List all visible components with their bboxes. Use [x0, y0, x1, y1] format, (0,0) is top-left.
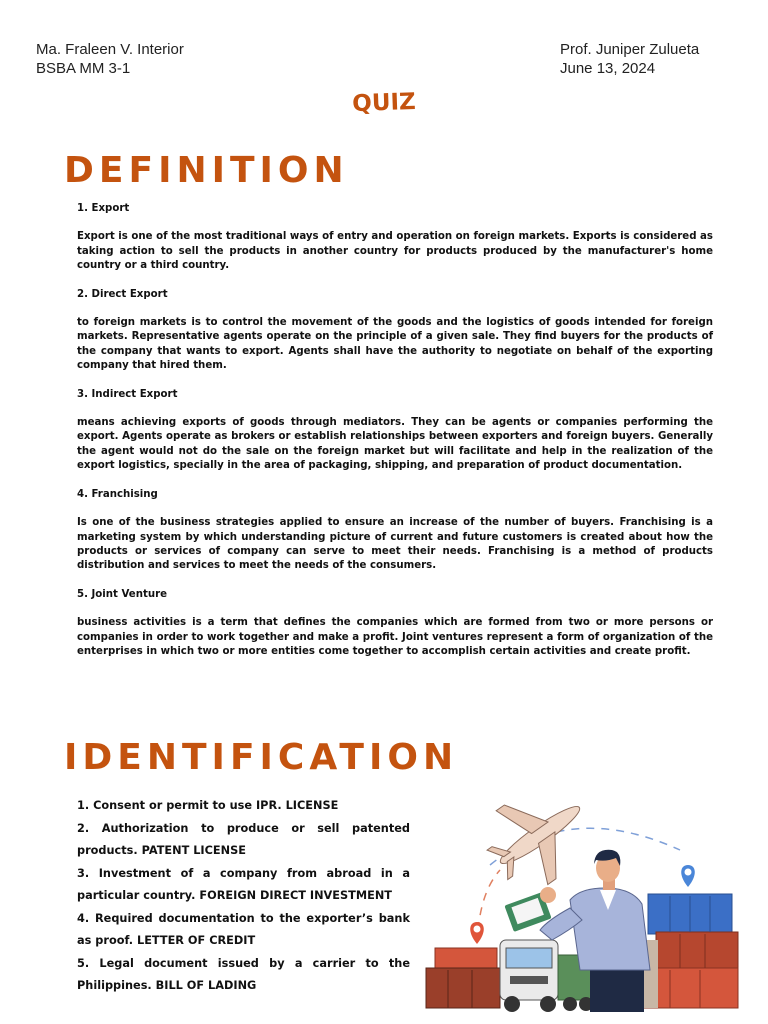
- definition-text: business activities is a term that defines the companies which are formed from two or more persons or companies in order to work together and make a profit. Joint ventures represent a form of organization of the enterprises in which two or more entities come together to accomplish certain activities and create profit.: [77, 617, 713, 657]
- quiz-date: June 13, 2024: [560, 60, 656, 77]
- identification-question: 1. Consent or permit to use IPR.: [77, 799, 282, 812]
- identification-heading: IDENTIFICATION: [64, 737, 459, 778]
- definition-item: [77, 588, 713, 660]
- student-section: BSBA MM 3-1: [36, 60, 131, 77]
- export-illustration: [420, 780, 750, 1015]
- student-info: [36, 40, 184, 78]
- definition-term: 5. Joint Venture: [77, 588, 168, 600]
- definition-term: 4. Franchising: [77, 488, 158, 500]
- definition-item: [77, 288, 713, 374]
- professor-info: [560, 40, 699, 78]
- definition-item: [77, 388, 713, 474]
- definition-text: Is one of the business strategies applied to ensure an increase of the number of buyers. Franchising is a marketing system by which understanding picture of current and future customers is created about how the products or services of company can serve to meet their needs. Franchising is a method of products distribution and services to meet the needs of the consumers.: [77, 517, 713, 572]
- definition-term: 1. Export: [77, 203, 130, 214]
- identification-item: [77, 795, 410, 818]
- identification-question: 3. Investment of a company from abroad in a particular country.: [77, 866, 410, 902]
- airplane-icon: [472, 780, 606, 902]
- identification-answer: LETTER OF CREDIT: [137, 934, 256, 947]
- definition-heading: DEFINITION: [64, 150, 349, 191]
- identification-item: [77, 953, 410, 998]
- definition-list: [77, 202, 713, 673]
- identification-item: [77, 908, 410, 953]
- definition-text: means achieving exports of goods through mediators. They can be agents or companies performing the export. Agents operate as brokers or establish relationships between exporters and foreign buyers. Generally the agent would not do the sale on the foreign market but will facilitate and help in the realization of the export logistics, specially in the area of packaging, shipping, and preparation of product documentation.: [77, 417, 713, 472]
- definition-term: 2. Direct Export: [77, 288, 168, 300]
- quiz-title: QUIZ: [351, 88, 417, 118]
- identification-answer: LICENSE: [285, 799, 339, 812]
- professor-name: Prof. Juniper Zulueta: [560, 41, 700, 58]
- identification-answer: BILL OF LADING: [155, 979, 257, 992]
- identification-answer: PATENT LICENSE: [141, 844, 246, 857]
- identification-question: 5. Legal document issued by a carrier to the Philippines.: [77, 956, 410, 992]
- location-pin-icon: [681, 865, 695, 887]
- identification-question: 2. Authorization to produce or sell patented products.: [77, 821, 410, 857]
- flight-path: [478, 870, 500, 930]
- identification-item: [77, 818, 410, 863]
- shipping-containers: [426, 948, 500, 1008]
- identification-answer: FOREIGN DIRECT INVESTMENT: [199, 889, 392, 902]
- definition-text: to foreign markets is to control the movement of the goods and the logistics of goods intended for foreign markets. Representative agents operate on the principle of a given sale. They find buyers for the products of the company that wants to export. Agents shall have the authority to negotiate on behalf of the exporting company that hired them.: [77, 317, 713, 372]
- definition-item: [77, 488, 713, 574]
- identification-item: [77, 863, 410, 908]
- definition-item: [77, 202, 713, 274]
- identification-list: [77, 795, 410, 998]
- location-pin-icon: [470, 922, 484, 944]
- definition-term: 3. Indirect Export: [77, 388, 178, 400]
- definition-text: Export is one of the most traditional ways of entry and operation on foreign markets. Exports is considered as taking action to sell the products in another country for products produced by the manufacturer's home country or a third country.: [77, 231, 713, 272]
- identification-question: 4. Required documentation to the exporter’s bank as proof.: [77, 911, 410, 947]
- student-name: Ma. Fraleen V. Interior: [36, 41, 184, 58]
